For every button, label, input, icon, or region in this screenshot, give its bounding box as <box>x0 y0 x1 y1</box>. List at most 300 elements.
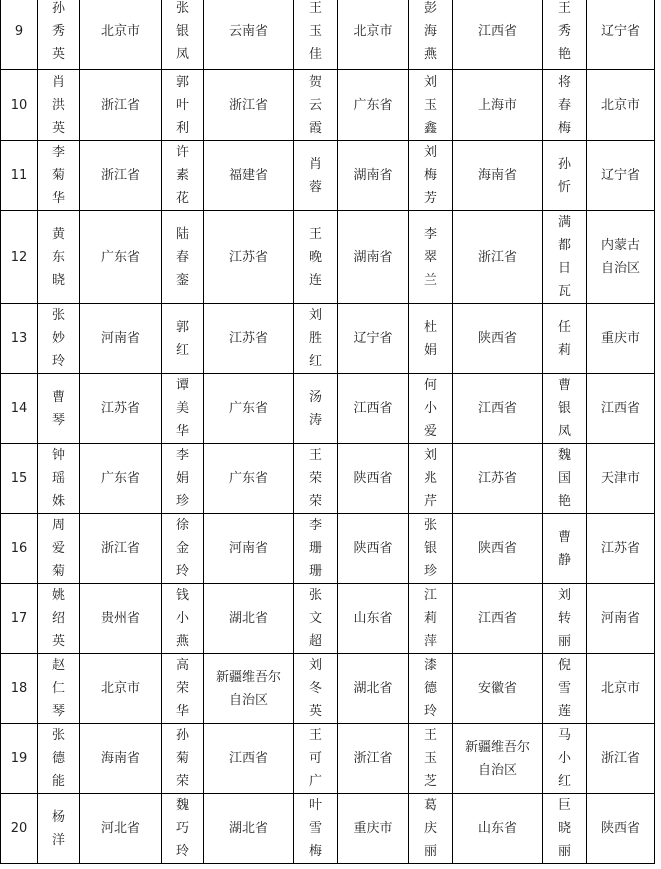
name-char: 芹 <box>423 494 437 509</box>
name-char: 春 <box>557 97 571 113</box>
name-char: 东 <box>51 249 65 265</box>
person-name <box>162 304 204 374</box>
row-number: 16 <box>1 514 38 584</box>
name-char: 姚 <box>51 588 65 603</box>
name-char: 葛 <box>423 798 437 813</box>
name-char: 静 <box>557 552 571 568</box>
person-name <box>409 211 453 304</box>
person-name <box>38 0 80 70</box>
person-name <box>162 724 204 794</box>
person-name <box>38 724 80 794</box>
province: 广东省 <box>204 374 294 444</box>
table-row <box>1 304 655 374</box>
name-char: 荣 <box>175 681 189 696</box>
province: 江西省 <box>453 0 543 70</box>
person-name <box>294 304 338 374</box>
province: 北京市 <box>587 654 655 724</box>
person-name <box>543 304 587 374</box>
province: 江西省 <box>204 724 294 794</box>
province: 河南省 <box>587 584 655 654</box>
name-char: 张 <box>308 588 322 603</box>
name-char: 琴 <box>51 704 65 719</box>
row-number: 9 <box>1 0 38 70</box>
person-name <box>294 654 338 724</box>
name-char: 魏 <box>557 448 571 463</box>
province: 重庆市 <box>338 794 409 864</box>
province: 江苏省 <box>204 304 294 374</box>
province: 北京市 <box>338 0 409 70</box>
table-row <box>1 794 655 864</box>
person-name <box>543 514 587 584</box>
province: 河南省 <box>80 304 162 374</box>
person-name <box>294 444 338 514</box>
row-number: 13 <box>1 304 38 374</box>
name-char: 娟 <box>423 342 437 358</box>
province: 湖北省 <box>338 654 409 724</box>
name-char: 文 <box>308 611 322 626</box>
name-char: 魏 <box>175 798 189 813</box>
province: 云南省 <box>204 0 294 70</box>
province: 陕西省 <box>338 514 409 584</box>
name-char: 蓉 <box>308 179 322 195</box>
province-line: 自治区 <box>477 762 517 778</box>
name-char: 瓦 <box>557 284 571 299</box>
name-char: 贺 <box>308 74 322 90</box>
name-char: 王 <box>308 0 322 16</box>
name-char: 丽 <box>423 844 437 859</box>
province: 江苏省 <box>453 444 543 514</box>
name-char: 莉 <box>423 611 437 626</box>
name-char: 王 <box>308 226 322 242</box>
person-name <box>162 514 204 584</box>
person-name <box>162 211 204 304</box>
name-char: 巨 <box>557 798 571 813</box>
province: 辽宁省 <box>338 304 409 374</box>
person-name <box>38 141 80 211</box>
name-char: 李 <box>175 448 189 463</box>
name-char: 金 <box>175 541 189 556</box>
name-char: 小 <box>423 401 437 416</box>
person-name <box>543 444 587 514</box>
name-char: 美 <box>175 401 189 416</box>
name-char: 菊 <box>51 168 65 183</box>
province: 江苏省 <box>204 211 294 304</box>
name-char: 银 <box>423 541 437 556</box>
person-name <box>543 724 587 794</box>
name-char: 德 <box>423 681 437 696</box>
name-char: 转 <box>557 611 571 626</box>
person-name <box>294 584 338 654</box>
name-char: 兰 <box>423 272 437 288</box>
person-name <box>162 584 204 654</box>
name-char: 倪 <box>557 658 571 673</box>
province: 山东省 <box>453 794 543 864</box>
name-char: 荣 <box>308 471 322 486</box>
name-char: 萍 <box>423 634 437 649</box>
name-char: 海 <box>423 23 437 39</box>
name-char: 晚 <box>308 249 322 265</box>
person-name <box>543 70 587 141</box>
name-char: 孙 <box>557 156 571 172</box>
province: 北京市 <box>80 0 162 70</box>
name-char: 谭 <box>175 378 189 393</box>
name-char: 钱 <box>175 588 189 603</box>
person-name <box>409 444 453 514</box>
table-row <box>1 584 655 654</box>
name-char: 孙 <box>51 0 65 16</box>
person-name <box>294 794 338 864</box>
name-char: 丽 <box>557 844 571 859</box>
table-row <box>1 654 655 724</box>
name-char: 芝 <box>423 774 437 789</box>
name-char: 巧 <box>175 821 189 836</box>
person-name <box>543 584 587 654</box>
province: 北京市 <box>80 654 162 724</box>
name-char: 菊 <box>175 751 189 766</box>
name-char: 冬 <box>308 681 322 696</box>
row-number: 17 <box>1 584 38 654</box>
name-char: 王 <box>557 0 571 16</box>
name-char: 肖 <box>308 156 322 172</box>
name-char: 菊 <box>51 564 65 579</box>
name-char: 高 <box>175 658 189 673</box>
province: 辽宁省 <box>587 141 655 211</box>
province: 广东省 <box>80 444 162 514</box>
name-char: 李 <box>308 518 322 533</box>
person-name <box>543 654 587 724</box>
name-char: 英 <box>51 46 65 62</box>
person-name <box>162 654 204 724</box>
name-char: 周 <box>51 518 65 533</box>
name-char: 叶 <box>308 798 322 813</box>
person-name <box>162 141 204 211</box>
province: 浙江省 <box>80 141 162 211</box>
person-name <box>162 444 204 514</box>
person-name <box>409 654 453 724</box>
name-char: 花 <box>175 191 189 206</box>
name-char: 漆 <box>423 658 437 673</box>
name-char: 郭 <box>175 319 189 335</box>
name-char: 刘 <box>423 448 437 463</box>
province: 安徽省 <box>453 654 543 724</box>
row-number: 15 <box>1 444 38 514</box>
person-name <box>294 141 338 211</box>
province: 贵州省 <box>80 584 162 654</box>
name-char: 玉 <box>423 97 437 113</box>
province: 湖北省 <box>204 794 294 864</box>
name-char: 肖 <box>51 74 65 90</box>
name-char: 玲 <box>423 704 437 719</box>
name-char: 丽 <box>557 634 571 649</box>
province: 河北省 <box>80 794 162 864</box>
name-char: 广 <box>308 774 322 789</box>
person-name <box>409 724 453 794</box>
name-char: 銮 <box>175 272 189 288</box>
name-char: 任 <box>557 319 571 335</box>
province: 海南省 <box>80 724 162 794</box>
province-line: 自治区 <box>600 261 640 276</box>
name-char: 王 <box>423 728 437 743</box>
province: 重庆市 <box>587 304 655 374</box>
table-row <box>1 141 655 211</box>
row-number: 11 <box>1 141 38 211</box>
name-char: 红 <box>557 774 571 789</box>
name-char: 赵 <box>51 658 65 673</box>
name-char: 鑫 <box>423 120 437 136</box>
province: 江西省 <box>338 374 409 444</box>
name-char: 艳 <box>557 46 571 62</box>
name-char: 汤 <box>308 389 322 405</box>
name-char: 小 <box>175 611 189 626</box>
name-char: 珊 <box>308 564 322 579</box>
name-char: 超 <box>308 634 322 649</box>
row-number: 19 <box>1 724 38 794</box>
name-char: 利 <box>175 120 189 136</box>
name-char: 凤 <box>557 424 571 439</box>
province: 浙江省 <box>80 514 162 584</box>
province: 江西省 <box>453 374 543 444</box>
name-char: 秀 <box>51 23 65 39</box>
name-char: 马 <box>557 728 571 743</box>
province: 天津市 <box>587 444 655 514</box>
row-number: 20 <box>1 794 38 864</box>
table-row <box>1 0 655 70</box>
name-char: 李 <box>51 145 65 160</box>
name-char: 黄 <box>51 226 65 242</box>
person-name <box>409 141 453 211</box>
name-char: 霞 <box>308 120 322 136</box>
person-name <box>409 304 453 374</box>
name-char: 王 <box>308 728 322 743</box>
person-name <box>409 70 453 141</box>
name-char: 秀 <box>557 23 571 39</box>
name-char: 满 <box>557 215 571 230</box>
name-char: 玲 <box>175 564 189 579</box>
name-char: 连 <box>308 272 322 288</box>
name-char: 华 <box>51 191 65 206</box>
province: 辽宁省 <box>587 0 655 70</box>
province <box>453 724 543 794</box>
name-char: 江 <box>423 588 437 603</box>
person-name <box>294 70 338 141</box>
person-name <box>543 141 587 211</box>
name-char: 徐 <box>175 518 189 533</box>
roster-body <box>1 0 655 864</box>
name-char: 刘 <box>308 658 322 673</box>
name-char: 国 <box>557 471 571 486</box>
name-char: 庆 <box>423 821 437 836</box>
name-char: 梅 <box>557 120 571 136</box>
name-char: 莲 <box>557 704 571 719</box>
name-char: 能 <box>51 774 65 789</box>
name-char: 爱 <box>51 541 65 556</box>
name-char: 玉 <box>308 23 322 39</box>
person-name <box>38 304 80 374</box>
person-name <box>409 374 453 444</box>
name-char: 艳 <box>557 494 571 509</box>
province: 陕西省 <box>453 514 543 584</box>
person-name <box>294 211 338 304</box>
province: 上海市 <box>453 70 543 141</box>
person-name <box>543 374 587 444</box>
name-char: 可 <box>308 751 322 766</box>
name-char: 姝 <box>51 494 65 509</box>
name-char: 刘 <box>308 308 322 323</box>
province: 山东省 <box>338 584 409 654</box>
name-char: 杜 <box>423 319 437 335</box>
province: 北京市 <box>587 70 655 141</box>
province <box>204 654 294 724</box>
name-char: 刘 <box>423 74 437 90</box>
name-char: 玲 <box>51 354 65 369</box>
person-name <box>409 584 453 654</box>
person-name <box>38 211 80 304</box>
name-char: 华 <box>175 704 189 719</box>
person-name <box>409 514 453 584</box>
name-char: 曹 <box>51 389 65 405</box>
name-char: 钟 <box>51 448 65 463</box>
name-char: 仁 <box>51 681 65 696</box>
table-row <box>1 374 655 444</box>
table-row <box>1 514 655 584</box>
name-char: 忻 <box>557 179 571 195</box>
province: 广东省 <box>80 211 162 304</box>
name-char: 银 <box>557 401 571 416</box>
person-name <box>294 374 338 444</box>
province: 广东省 <box>204 444 294 514</box>
row-number: 10 <box>1 70 38 141</box>
province: 陕西省 <box>453 304 543 374</box>
person-name <box>294 724 338 794</box>
province: 浙江省 <box>204 70 294 141</box>
name-char: 曹 <box>557 378 571 393</box>
person-name <box>162 0 204 70</box>
person-name <box>38 514 80 584</box>
person-name <box>294 0 338 70</box>
name-char: 珍 <box>423 564 437 579</box>
table-row <box>1 724 655 794</box>
name-char: 张 <box>51 728 65 743</box>
province: 广东省 <box>338 70 409 141</box>
province: 海南省 <box>453 141 543 211</box>
province: 浙江省 <box>80 70 162 141</box>
name-char: 燕 <box>175 634 189 649</box>
name-char: 张 <box>423 518 437 533</box>
name-char: 许 <box>175 145 189 160</box>
name-char: 荣 <box>175 774 189 789</box>
person-name <box>162 794 204 864</box>
province: 江苏省 <box>587 514 655 584</box>
province <box>587 211 655 304</box>
name-char: 珊 <box>308 541 322 556</box>
name-char: 凤 <box>175 46 189 62</box>
person-name <box>294 514 338 584</box>
table-row <box>1 70 655 141</box>
name-char: 英 <box>51 120 65 136</box>
name-char: 孙 <box>175 728 189 743</box>
person-name <box>409 794 453 864</box>
name-char: 红 <box>308 354 322 369</box>
name-char: 佳 <box>308 46 322 62</box>
name-char: 涛 <box>308 412 322 428</box>
name-char: 素 <box>175 168 189 183</box>
name-char: 曹 <box>557 529 571 545</box>
name-char: 李 <box>423 226 437 242</box>
name-char: 爱 <box>423 424 437 439</box>
name-char: 燕 <box>423 46 437 62</box>
name-char: 英 <box>308 704 322 719</box>
name-char: 德 <box>51 751 65 766</box>
name-char: 玉 <box>423 751 437 766</box>
person-name <box>38 444 80 514</box>
province: 江西省 <box>453 584 543 654</box>
province: 江西省 <box>587 374 655 444</box>
province-line: 内蒙古 <box>600 238 640 253</box>
province: 湖北省 <box>204 584 294 654</box>
person-name <box>38 794 80 864</box>
name-char: 日 <box>557 261 571 276</box>
name-char: 翠 <box>423 249 437 265</box>
person-name <box>543 211 587 304</box>
province: 浙江省 <box>453 211 543 304</box>
name-char: 杨 <box>51 809 65 825</box>
name-char: 英 <box>51 634 65 649</box>
person-name <box>38 374 80 444</box>
name-char: 云 <box>308 97 322 113</box>
person-name <box>543 794 587 864</box>
name-char: 妙 <box>51 331 65 346</box>
name-char: 雪 <box>557 681 571 696</box>
name-char: 叶 <box>175 97 189 113</box>
name-char: 珍 <box>175 494 189 509</box>
name-char: 春 <box>175 249 189 265</box>
name-char: 兆 <box>423 471 437 486</box>
name-char: 琴 <box>51 412 65 428</box>
name-char: 陆 <box>175 226 189 242</box>
name-char: 银 <box>175 23 189 39</box>
name-char: 红 <box>175 342 189 358</box>
province: 陕西省 <box>338 444 409 514</box>
name-char: 瑶 <box>51 471 65 486</box>
province: 浙江省 <box>338 724 409 794</box>
name-char: 将 <box>557 74 571 90</box>
name-char: 郭 <box>175 74 189 90</box>
name-char: 张 <box>51 308 65 323</box>
province: 湖南省 <box>338 141 409 211</box>
province: 陕西省 <box>587 794 655 864</box>
person-name <box>38 654 80 724</box>
name-char: 王 <box>308 448 322 463</box>
province-line: 新疆维吾尔 <box>464 739 530 755</box>
name-char: 小 <box>557 751 571 766</box>
person-name <box>38 70 80 141</box>
person-name <box>38 584 80 654</box>
row-number: 14 <box>1 374 38 444</box>
name-char: 玲 <box>175 844 189 859</box>
name-char: 莉 <box>557 342 571 358</box>
name-char: 梅 <box>308 844 322 859</box>
name-char: 洋 <box>51 832 65 848</box>
name-char: 梅 <box>423 168 437 183</box>
name-char: 张 <box>175 0 189 16</box>
table-row <box>1 444 655 514</box>
person-name <box>409 0 453 70</box>
name-char: 荣 <box>308 494 322 509</box>
name-char: 刘 <box>423 145 437 160</box>
name-char: 晓 <box>557 821 571 836</box>
name-char: 洪 <box>51 97 65 113</box>
name-char: 彭 <box>423 0 437 16</box>
